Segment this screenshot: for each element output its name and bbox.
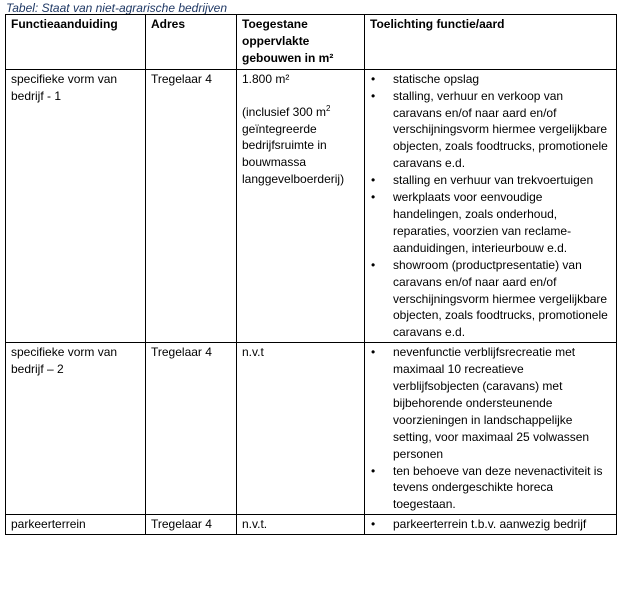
list-item: [370, 88, 613, 173]
list-item: [370, 516, 613, 533]
oppervlakte-note-start: (inclusief 300 m: [242, 104, 327, 119]
oppervlakte-value: 1.800 m²: [242, 71, 290, 86]
bullet-icon: •: [371, 88, 376, 103]
list-item-text: werkplaats voor eenvoudige handelingen, zoals onderhoud, reparaties, voorzien van reclame-aanduidingen, interieurbouw e.d.: [393, 190, 572, 255]
list-item-text: ten behoeve van deze nevenactiviteit is tevens ondergeschikte horeca toegestaan.: [393, 463, 603, 512]
bullet-icon: •: [371, 173, 376, 188]
list-item-text: showroom (productpresentatie) van caravans en/of naar aard en/of verschijningsvorm hiermee vergelijkbare objecten, zoals foodtrucks, promotionele caravans e.d.: [393, 257, 608, 340]
oppervlakte-note: [242, 104, 361, 189]
list-item-text: nevenfunctie verblijfsrecreatie met maximaal 10 recreatieve verblijfsobjecten (caravans) met bijbehorende ondersteunende voorzieningen in landschappelijke setting, voor maximaal 25 volwassen personen: [393, 345, 590, 461]
bullet-icon: •: [371, 71, 376, 86]
cell-functie: parkeerterrein: [6, 515, 146, 535]
cell-adres: Tregelaar 4: [146, 343, 237, 515]
list-item: [370, 71, 613, 88]
bullet-list: [370, 516, 613, 533]
header-row: [6, 15, 617, 70]
cell-toelichting: [365, 69, 617, 343]
list-item: [370, 189, 613, 257]
table-row: [6, 343, 617, 515]
non-agricultural-businesses-table: [5, 14, 617, 535]
cell-toelichting: [365, 343, 617, 515]
oppervlakte-note-sup: 2: [326, 103, 331, 113]
list-item-text: statische opslag: [393, 71, 480, 86]
header-oppervlakte: Toegestane oppervlakte gebouwen in m²: [237, 15, 365, 70]
cell-oppervlakte: n.v.t: [237, 343, 365, 515]
cell-oppervlakte: [237, 69, 365, 343]
header-functie: Functieaanduiding: [6, 15, 146, 70]
bullet-list: [370, 71, 613, 342]
list-item: [370, 463, 613, 514]
bullet-icon: •: [371, 345, 376, 360]
list-item: [370, 172, 613, 189]
list-item-text: stalling en verhuur van trekvoertuigen: [393, 173, 594, 188]
bullet-icon: •: [371, 463, 376, 478]
cell-oppervlakte: n.v.t.: [237, 515, 365, 535]
cell-functie: specifieke vorm van bedrijf - 1: [6, 69, 146, 343]
bullet-icon: •: [371, 517, 376, 532]
cell-toelichting: [365, 515, 617, 535]
header-toelichting: Toelichting functie/aard: [365, 15, 617, 70]
list-item: [370, 344, 613, 462]
list-item: [370, 257, 613, 342]
header-adres: Adres: [146, 15, 237, 70]
oppervlakte-note-end: geïntegreerde bedrijfsruimte in bouwmassa langgevelboerderij): [242, 121, 345, 187]
cell-adres: Tregelaar 4: [146, 69, 237, 343]
cell-adres: Tregelaar 4: [146, 515, 237, 535]
bullet-icon: •: [371, 257, 376, 272]
cell-functie: specifieke vorm van bedrijf – 2: [6, 343, 146, 515]
bullet-icon: •: [371, 190, 376, 205]
table-row: [6, 515, 617, 535]
list-item-text: stalling, verhuur en verkoop van caravans en/of naar aard en/of verschijningsvorm hiermee vergelijkbare objecten, zoals foodtrucks, promotionele caravans e.d.: [393, 88, 608, 171]
table-caption: Tabel: Staat van niet-agrarische bedrijven: [6, 1, 228, 15]
list-item-text: parkeerterrein t.b.v. aanwezig bedrijf: [393, 517, 587, 532]
table-row: [6, 69, 617, 343]
bullet-list: [370, 344, 613, 513]
